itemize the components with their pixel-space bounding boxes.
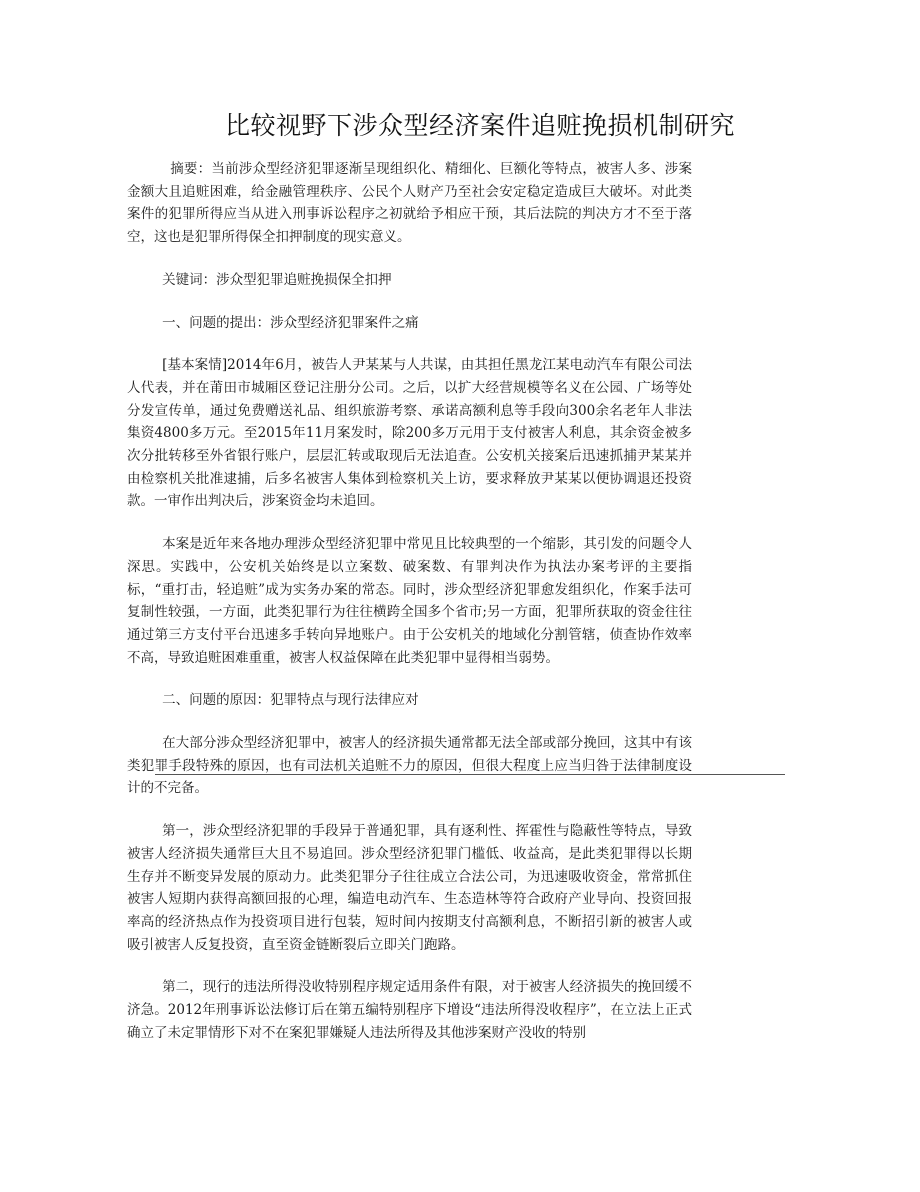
section-heading-1: 一、问题的提出：涉众型经济犯罪案件之痛 bbox=[162, 314, 419, 331]
abstract-paragraph: 摘要：当前涉众型经济犯罪逐渐呈现组织化、精细化、巨额化等特点，被害人多、涉案金额大且追赃困难，给金融管理秩序、公民个人财产乃至社会安定稳定造成巨大破坏。对此类案件的犯罪所得应当从进入刑事诉讼程序之初就给予相应干预，其后法院的判决方才不至于落空，这也是犯罪所得保全扣押制度的现实意义。 bbox=[127, 161, 692, 246]
first-cause-paragraph: 第一，涉众型经济犯罪的手段异于普通犯罪，具有逐利性、挥霍性与隐蔽性等特点，导致被害人经济损失通常巨大且不易追回。涉众型经济犯罪门槛低、收益高，是此类犯罪得以长期生存并不断变异发展的原动力。此类犯罪分子往往成立合法公司，为迅速吸收资金，常常抓住被害人短期内获得高额回报的心理，编造电动汽车、生态造林等符合政府产业导向、投资回报率高的经济热点作为投资项目进行包装，短时间内按期支付高额利息，不断招引新的被害人或吸引被害人反复投资，直至资金链断裂后立即关门跑路。 bbox=[127, 823, 692, 953]
second-cause-paragraph: 第二，现行的违法所得没收特别程序规定适用条件有限，对于被害人经济损失的挽回缓不济急。2012年刑事诉讼法修订后在第五编特别程序下增设“违法所得没收程序”，在立法上正式确立了未定罪情形下对不在案犯罪嫌疑人违法所得及其他涉案财产没收的特别 bbox=[127, 979, 692, 1041]
document-title: 比较视野下涉众型经济案件追赃挽损机制研究 bbox=[224, 111, 735, 140]
keywords-line: 关键词：涉众型犯罪追赃挽损保全扣押 bbox=[162, 271, 392, 288]
horizontal-rule bbox=[155, 774, 785, 775]
section-heading-2: 二、问题的原因：犯罪特点与现行法律应对 bbox=[162, 692, 419, 709]
case-facts-paragraph: [基本案情]2014年6月，被告人尹某某与人共谋，由其担任黑龙江某电动汽车有限公司法人代表，并在莆田市城厢区登记注册分公司。之后，以扩大经营规模等名义在公园、广场等处分发宣传单，通过免费赠送礼品、组织旅游考察、承诺高额利息等手段向300余名老年人非法集资4800多万元。至2015年11月案发时，除200多万元用于支付被害人利息，其余资金被多次分批转移至外省银行账户，层层汇转或取现后无法追查。公安机关接案后迅速抓捕尹某某并由检察机关批准逮捕，后多名被害人集体到检察机关上访，要求释放尹某某以便协调退还投资款。一审作出判决后，涉案资金均未追回。 bbox=[127, 357, 692, 510]
analysis-paragraph: 本案是近年来各地办理涉众型经济犯罪中常见且比较典型的一个缩影，其引发的问题令人深思。实践中，公安机关始终是以立案数、破案数、有罪判决作为执法办案考评的主要指标，“重打击，轻追赃”成为实务办案的常态。同时，涉众型经济犯罪愈发组织化，作案手法可复制性较强，一方面，此类犯罪行为往往横跨全国多个省市;另一方面，犯罪所获取的资金往往通过第三方支付平台迅速多手转向异地账户。由于公安机关的地域化分割管辖，侦查协作效率不高，导致追赃困难重重，被害人权益保障在此类犯罪中显得相当弱势。 bbox=[127, 536, 692, 666]
causes-intro-paragraph: 在大部分涉众型经济犯罪中，被害人的经济损失通常都无法全部或部分挽回，这其中有该类犯罪手段特殊的原因，也有司法机关追赃不力的原因，但很大程度上应当归咎于法律制度设计的不完备。 bbox=[127, 735, 692, 797]
document-body bbox=[127, 158, 692, 1065]
